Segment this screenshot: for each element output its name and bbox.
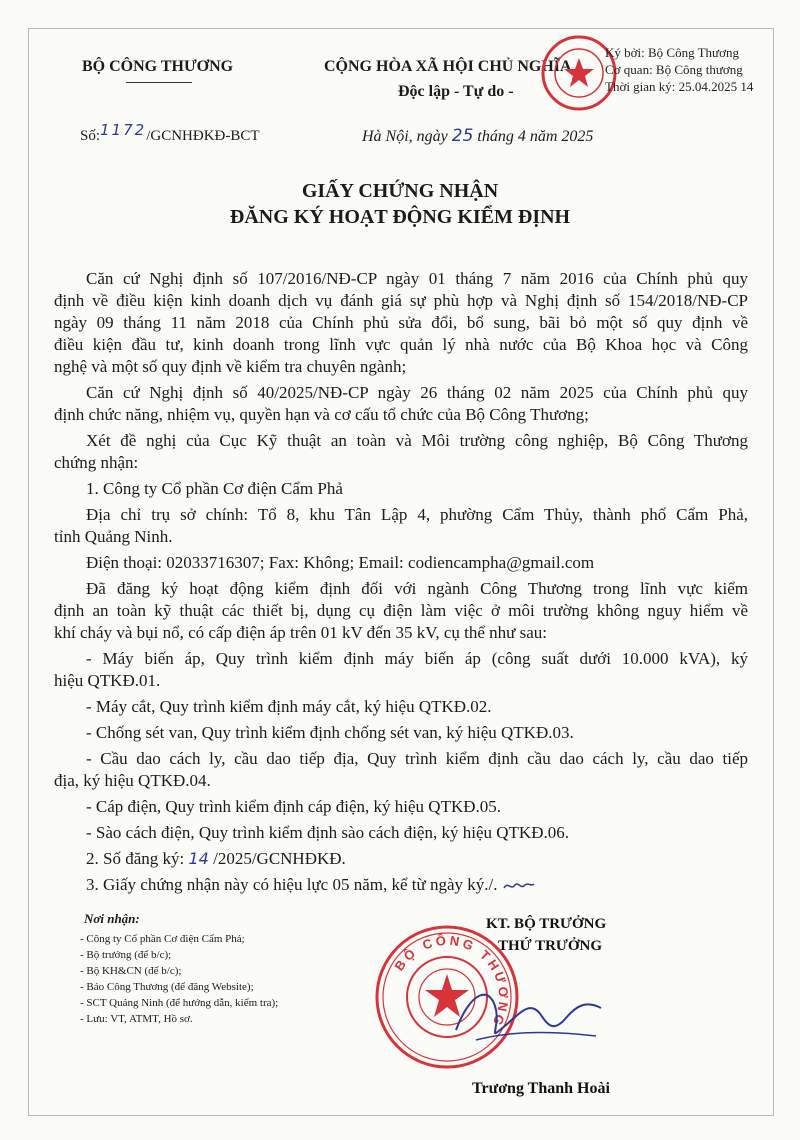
date-day: 25	[451, 126, 474, 146]
bullet-5: - Cáp điện, Quy trình kiểm định cáp điện, ký hiệu QTKĐ.05.	[86, 797, 502, 816]
bullet-6: - Sào cách điện, Quy trình kiểm định sào cách điện, ký hiệu QTKĐ.06.	[86, 823, 569, 842]
item-3	[86, 874, 536, 896]
number-suffix: /GCNHĐKĐ-BCT	[146, 128, 260, 144]
item-1: 1. Công ty Cổ phần Cơ điện Cẩm Phả	[86, 479, 343, 498]
recipient-item: - SCT Quảng Ninh (để hướng dẫn, kiểm tra);	[80, 997, 279, 1009]
ministry-name: BỘ CÔNG THƯƠNG	[82, 58, 234, 75]
contact-info: Điện thoại: 02033716307; Fax: Không; Email: codiencampha@gmail.com	[86, 553, 595, 572]
motto: Độc lập - Tự do -	[398, 83, 514, 100]
item-2	[86, 848, 346, 870]
recipient-item: - Công ty Cổ phần Cơ điện Cẩm Phả;	[80, 933, 245, 945]
address-line1: Địa chỉ trụ sở chính: Tổ 8, khu Tân Lập 4, phường Cẩm Thủy, thành phố Cẩm Phả,	[86, 505, 748, 524]
signer-name: Trương Thanh Hoài	[472, 1080, 610, 1097]
date-suffix: tháng 4 năm 2025	[477, 128, 594, 145]
document-date	[362, 126, 593, 146]
signature-title-2: THỨ TRƯỞNG	[498, 938, 603, 954]
ministry-underline	[126, 82, 192, 83]
body-p2-line1: Căn cứ Nghị định số 40/2025/NĐ-CP ngày 26 tháng 02 năm 2025 của Chính phủ quy	[86, 383, 748, 402]
ds-signer: Ký bởi: Bộ Công Thương	[605, 45, 739, 60]
reg-line1: Đã đăng ký hoạt động kiểm định đối với ngành Công Thương trong lĩnh vực kiểm	[86, 579, 748, 598]
recipient-item: - Báo Công Thương (để đăng Website);	[80, 981, 254, 993]
ds-agency: Cơ quan: Bộ Công thương	[605, 62, 743, 77]
recipient-item: - Bộ KH&CN (để b/c);	[80, 965, 182, 977]
reg-line2: định an toàn kỹ thuật các thiết bị, dụng cụ điện làm việc ở môi trường không nguy hiểm về	[54, 601, 748, 620]
item-2-suffix: /2025/GCNHĐKĐ.	[213, 849, 346, 868]
number-prefix: Số:	[80, 128, 101, 144]
body-p3-line1: Xét đề nghị của Cục Kỹ thuật an toàn và Môi trường công nghiệp, Bộ Công Thương	[86, 431, 748, 450]
bullet-4-line2: địa, ký hiệu QTKĐ.04.	[54, 771, 211, 790]
reg-line3: khí cháy và bụi nổ, có cấp điện áp trên 01 kV đến 35 kV, cụ thể như sau:	[54, 623, 547, 642]
body-p1-line5: nghệ và một số quy định về kiểm tra chuyên ngành;	[54, 357, 407, 376]
bullet-3: - Chống sét van, Quy trình kiểm định chống sét van, ký hiệu QTKĐ.03.	[86, 723, 574, 742]
bullet-4-line1: - Cầu dao cách ly, cầu dao tiếp địa, Quy trình kiểm định cầu dao cách ly, cầu dao tiếp	[86, 749, 748, 768]
bullet-2: - Máy cắt, Quy trình kiểm định máy cắt, ký hiệu QTKĐ.02.	[86, 697, 492, 716]
initials-squiggle	[502, 879, 536, 893]
address-line2: tỉnh Quảng Ninh.	[54, 527, 173, 546]
recipient-item: - Bộ trưởng (để b/c);	[80, 949, 172, 961]
body-p1-line1: Căn cứ Nghị định số 107/2016/NĐ-CP ngày 01 tháng 7 năm 2016 của Chính phủ quy	[86, 269, 748, 288]
handwritten-signature	[436, 970, 616, 1060]
ds-time: Thời gian ký: 25.04.2025 14	[605, 79, 754, 94]
body-p2-line2: định chức năng, nhiệm vụ, quyền hạn và cơ cấu tổ chức của Bộ Công Thương;	[54, 405, 589, 424]
title-line2: ĐĂNG KÝ HOẠT ĐỘNG KIỂM ĐỊNH	[229, 206, 571, 228]
number-handwritten: 1172	[100, 121, 147, 139]
bullet-1-line2: hiệu QTKĐ.01.	[54, 671, 161, 690]
document-number	[80, 121, 260, 145]
recipient-item: - Lưu: VT, ATMT, Hồ sơ.	[80, 1013, 193, 1025]
country-name: CỘNG HÒA XÃ HỘI CHỦ NGHĨA	[324, 58, 572, 75]
body-p1-line3: ngày 09 tháng 11 năm 2018 của Chính phủ sửa đổi, bổ sung, bãi bỏ một số quy định về	[54, 313, 748, 332]
title-line1: GIẤY CHỨNG NHẬN	[301, 180, 499, 202]
bullet-1-line1: - Máy biến áp, Quy trình kiểm định máy biến áp (công suất dưới 10.000 kVA), ký	[86, 649, 748, 668]
item-3-text: 3. Giấy chứng nhận này có hiệu lực 05 năm, kể từ ngày ký./.	[86, 875, 498, 894]
date-prefix: Hà Nội, ngày	[362, 128, 448, 145]
body-p1-line4: điều kiện đầu tư, kinh doanh trong lĩnh vực quản lý nhà nước của Bộ Khoa học và Công	[54, 335, 748, 354]
recipients-heading: Nơi nhận:	[84, 911, 140, 926]
item-2-number: 14	[188, 849, 209, 868]
signature-title-1: KT. BỘ TRƯỞNG	[486, 916, 607, 932]
body-p1-line2: định về điều kiện kinh doanh dịch vụ đánh giá sự phù hợp và Nghị định số 154/2018/NĐ-CP	[54, 291, 748, 310]
seal-text: BỘ CÔNG THƯƠNG	[391, 932, 512, 1031]
body-p3-line2: chứng nhận:	[54, 453, 139, 472]
item-2-prefix: 2. Số đăng ký:	[86, 849, 185, 868]
digital-signature-info	[605, 44, 753, 95]
